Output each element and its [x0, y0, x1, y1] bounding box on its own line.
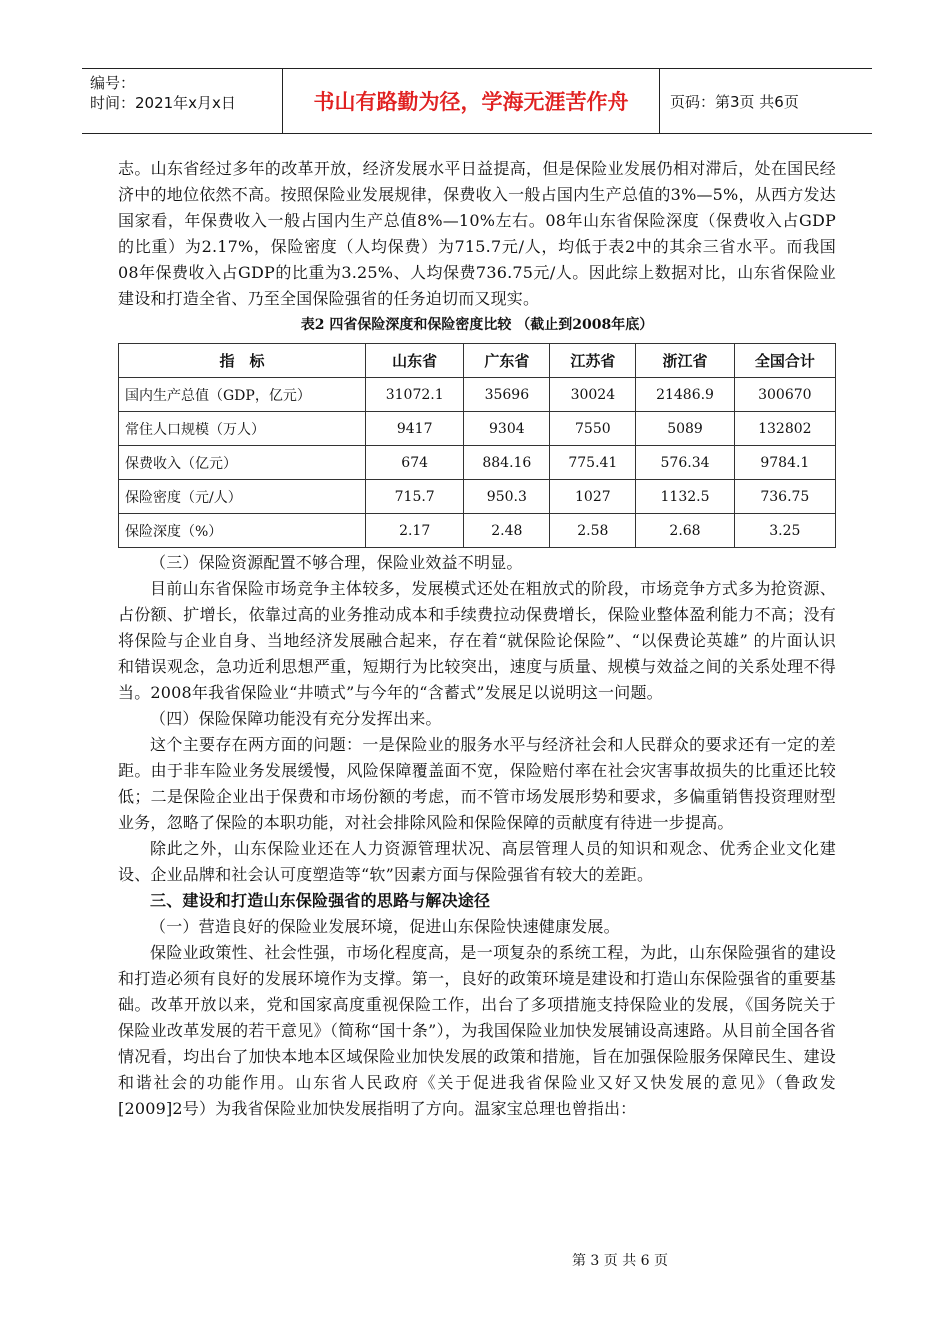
paragraph-intro: 志。山东省经过多年的改革开放，经济发展水平日益提高，但是保险业发展仍相对滞后，处在国民经济中的地位依然不高。按照保险业发展规律，保费收入一般占国内生产总值的3%—5%，从西方发达国家看，年保费收入一般占国内生产总值8%—10%左右。08年山东省保险深度（保费收入占GDP的比重）为2.17%，保险密度（人均保费）为715.7元/人，均低于表2中的其余三省水平。而我国08年保费收入占GDP的比重为3.25%、人均保费736.75元/人。因此综上数据对比，山东省保险业建设和打造全省、乃至全国保险强省的任务迫切而又现实。: [118, 159, 836, 308]
table-header-row: [119, 344, 836, 378]
page-footer: [0, 1250, 950, 1270]
table-row: [119, 378, 836, 412]
table-cell: 2.68: [636, 514, 734, 548]
table-cell: 1132.5: [636, 480, 734, 514]
header-cell: 江苏省: [550, 344, 636, 378]
row-label: 保险深度（%）: [119, 514, 366, 548]
part-3-subtitle: （一）营造良好的保险业发展环境，促进山东保险快速健康发展。: [150, 917, 620, 936]
row-label: 保费收入（亿元）: [119, 446, 366, 480]
header-cell: 山东省: [366, 344, 464, 378]
table-cell: 775.41: [550, 446, 636, 480]
table-cell: 2.48: [464, 514, 550, 548]
table-cell: 2.58: [550, 514, 636, 548]
row-label: 保险密度（元/人）: [119, 480, 366, 514]
header-page-info: 页码：第3页 共6页: [670, 92, 799, 111]
number-label: 编号：: [90, 74, 136, 92]
table-cell: 9417: [366, 412, 464, 446]
document-body: [118, 156, 836, 1122]
header-meta: [82, 69, 283, 133]
time-label: 时间：2021年x月x日: [90, 94, 236, 112]
table-cell: 715.7: [366, 480, 464, 514]
table-cell: 300670: [734, 378, 835, 412]
table-cell: 9784.1: [734, 446, 835, 480]
table-cell: 9304: [464, 412, 550, 446]
row-label: 国内生产总值（GDP，亿元）: [119, 378, 366, 412]
table-row: [119, 480, 836, 514]
table-cell: 1027: [550, 480, 636, 514]
table-cell: 736.75: [734, 480, 835, 514]
table-cell: 31072.1: [366, 378, 464, 412]
table-cell: 674: [366, 446, 464, 480]
table-row: [119, 446, 836, 480]
table-cell: 132802: [734, 412, 835, 446]
part-3-body: 保险业政策性、社会性强，市场化程度高，是一项复杂的系统工程，为此，山东保险强省的建设和打造必须有良好的发展环境作为支撑。第一，良好的政策环境是建设和打造山东保险强省的重要基础。改革开放以来，党和国家高度重视保险工作，出台了多项措施支持保险业的发展，《国务院关于保险业改革发展的若干意见》（简称“国十条”），为我国保险业加快发展铺设高速路。从目前全国各省情况看，均出台了加快本地本区域保险业加快发展的政策和措施，旨在加强保险服务保障民生、建设和谐社会的功能作用。山东省人民政府《关于促进我省保险业又好又快发展的意见》（鲁政发[2009]2号）为我省保险业加快发展指明了方向。温家宝总理也曾指出：: [118, 943, 836, 1118]
section-3-title: （三）保险资源配置不够合理，保险业效益不明显。: [150, 553, 523, 572]
table-cell: 30024: [550, 378, 636, 412]
header-cell: 指 标: [119, 344, 366, 378]
table-cell: 576.34: [636, 446, 734, 480]
table-row: [119, 514, 836, 548]
table-cell: 35696: [464, 378, 550, 412]
section-3-body: 目前山东省保险市场竞争主体较多，发展模式还处在粗放式的阶段，市场竞争方式多为抢资源、占份额、扩增长，依靠过高的业务推动成本和手续费拉动保费增长，保险业整体盈利能力不高；没有将保险与企业自身、当地经济发展融合起来，存在着“就保险论保险”、“以保费论英雄” 的片面认识和错误观念，急功近利思想严重，短期行为比较突出，速度与质量、规模与效益之间的关系处理不得当。2008年我省保险业“井喷式”与今年的“含蓄式”发展足以说明这一问题。: [118, 579, 836, 702]
header-motto: 书山有路勤为径，学海无涯苦作舟: [283, 69, 660, 133]
table-cell: 3.25: [734, 514, 835, 548]
table-caption: 表2 四省保险深度和保险密度比较 （截止到2008年底）: [300, 317, 654, 333]
part-3-title: 三、建设和打造山东保险强省的思路与解决途径: [150, 891, 491, 910]
section-4-title: （四）保险保障功能没有充分发挥出来。: [150, 709, 442, 728]
row-label: 常住人口规模（万人）: [119, 412, 366, 446]
header-cell: 广东省: [464, 344, 550, 378]
table-cell: 884.16: [464, 446, 550, 480]
page-header: [82, 68, 872, 134]
table-cell: 2.17: [366, 514, 464, 548]
table-cell: 5089: [636, 412, 734, 446]
section-4-body: 这个主要存在两方面的问题：一是保险业的服务水平与经济社会和人民群众的要求还有一定的差距。由于非车险业务发展缓慢，风险保障覆盖面不宽，保险赔付率在社会灾害事故损失的比重还比较低；二是保险企业出于保费和市场份额的考虑，而不管市场发展形势和要求，多偏重销售投资理财型业务，忽略了保险的本职功能，对社会排除风险和保险保障的贡献度有待进一步提高。: [118, 735, 836, 832]
table-cell: 7550: [550, 412, 636, 446]
table-row: [119, 412, 836, 446]
comparison-table: [118, 343, 836, 548]
paragraph-extra: 除此之外，山东保险业还在人力资源管理状况、高层管理人员的知识和观念、优秀企业文化建设、企业品牌和社会认可度塑造等“软”因素方面与保险强省有较大的差距。: [118, 839, 836, 884]
header-cell: 浙江省: [636, 344, 734, 378]
table-cell: 21486.9: [636, 378, 734, 412]
footer-page-number: 第 3 页 共 6 页: [571, 1253, 669, 1269]
header-cell: 全国合计: [734, 344, 835, 378]
table-cell: 950.3: [464, 480, 550, 514]
